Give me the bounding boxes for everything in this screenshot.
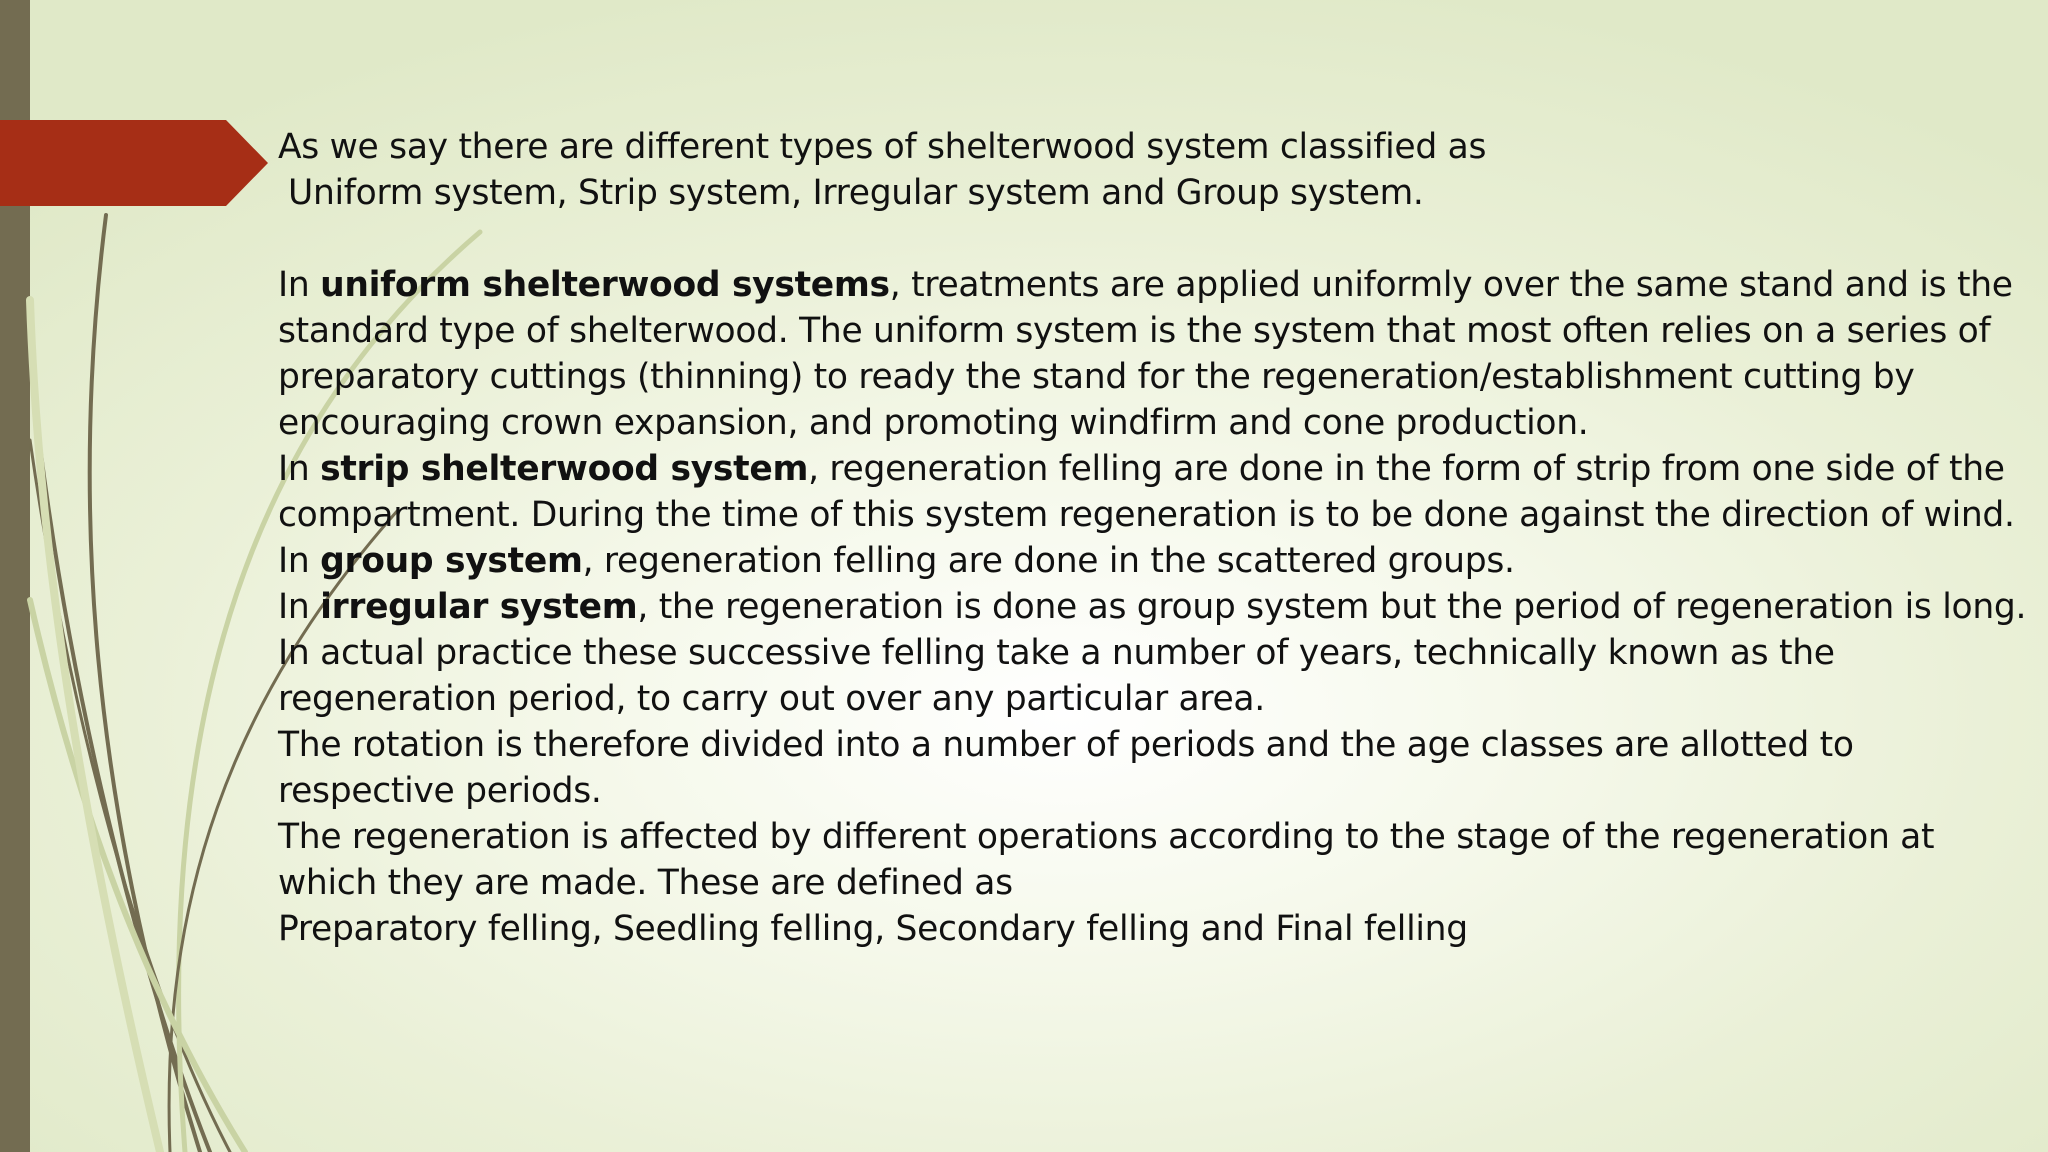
decor-curve-3 [30, 440, 230, 1152]
strip-text: , regeneration felling are done in the form of strip from one side of the compartment. During the time of this system regeneration is to be done against the direction of wind. [278, 449, 2015, 535]
decor-curve-main [90, 215, 200, 1152]
decor-curve-2 [30, 360, 210, 1152]
uniform-text: , treatments are applied uniformly over the same stand and is the standard type of shelterwood. The uniform system is the system that most often relies on a series of preparatory cuttings (thinning) to ready the stand for the regeneration/establishment cutting by encouraging crown expansion, and promoting windfirm and cone production. [278, 265, 2013, 443]
uniform-term: uniform shelterwood systems [320, 265, 890, 305]
practice-paragraph: In actual practice these successive felling take a number of years, technically known as the regeneration period, to carry out over any particular area. [278, 633, 1835, 719]
irregular-paragraph [278, 584, 2038, 630]
fellings-list: Preparatory felling, Seedling felling, Secondary felling and Final felling [278, 909, 1468, 949]
uniform-paragraph [278, 262, 2038, 446]
intro-line-1: As we say there are different types of shelterwood system classified as [278, 127, 1487, 167]
intro-line-2: Uniform system, Strip system, Irregular system and Group system. [288, 173, 1424, 213]
red-arrow-marker [0, 120, 268, 206]
uniform-prefix: In [278, 265, 321, 305]
group-term: group system [320, 541, 583, 581]
irregular-text: , the regeneration is done as group system but the period of regeneration is long. [637, 587, 2027, 627]
decor-curve-7 [30, 300, 160, 1152]
strip-prefix: In [278, 449, 321, 489]
group-text: , regeneration felling are done in the scattered groups. [582, 541, 1515, 581]
irregular-prefix: In [278, 587, 321, 627]
irregular-term: irregular system [320, 587, 638, 627]
strip-term: strip shelterwood system [320, 449, 809, 489]
operations-paragraph: The regeneration is affected by different operations according to the stage of the regeneration at which they are made. These are defined as [278, 817, 1935, 903]
strip-paragraph [278, 446, 2038, 538]
group-paragraph [278, 538, 2038, 584]
rotation-paragraph: The rotation is therefore divided into a number of periods and the age classes are allotted to respective periods. [278, 725, 1854, 811]
body-text [278, 124, 2038, 952]
spacer [278, 216, 2038, 262]
group-prefix: In [278, 541, 321, 581]
